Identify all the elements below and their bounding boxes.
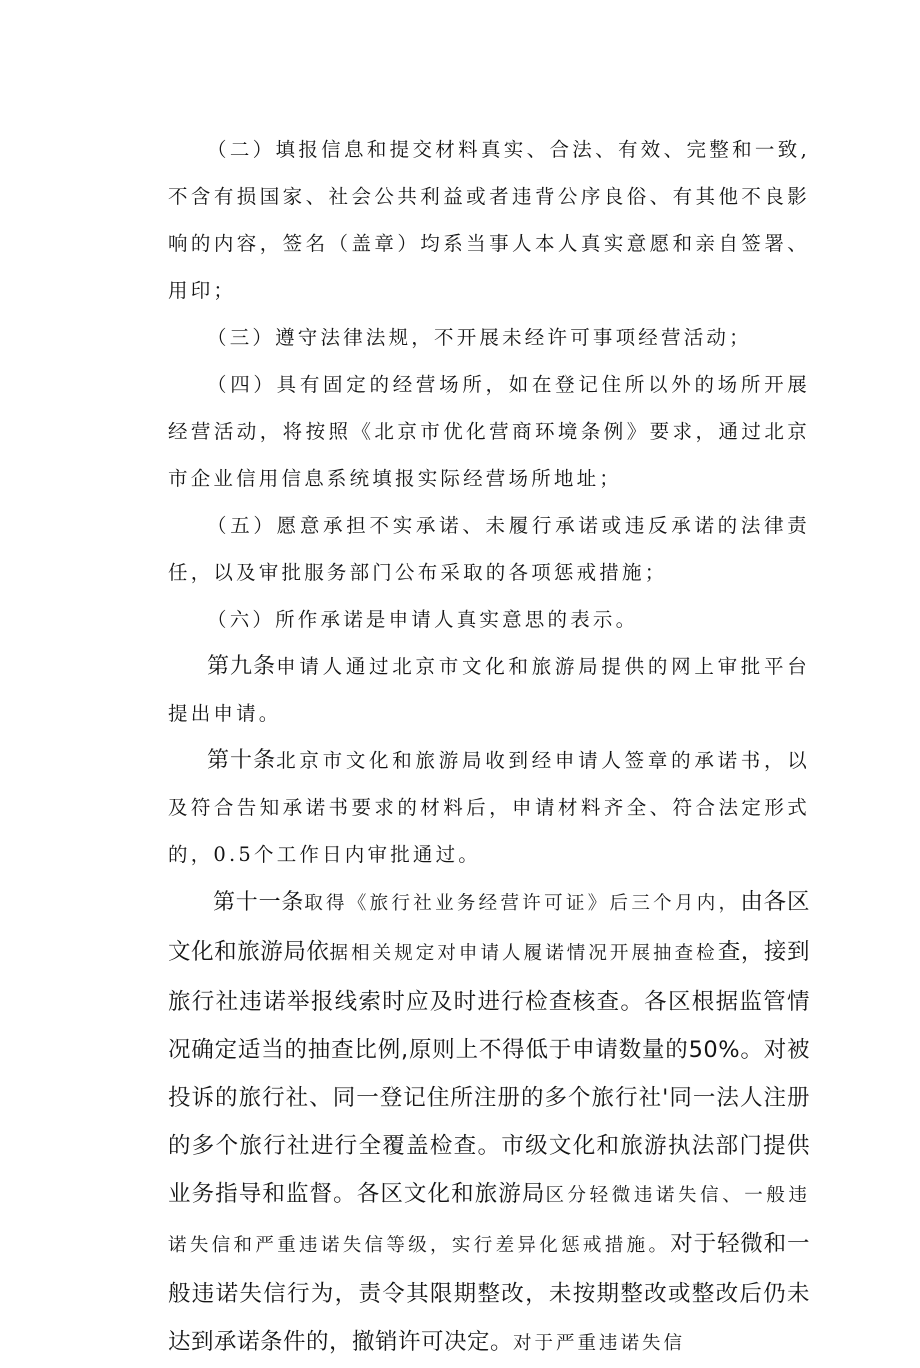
article-10-text: 北京市文化和旅游局收到经申请人签章的承诺书，以及符合告知承诺书要求的材料后，申请材料齐全、符合法定形式的，0.5个工作日内审批通过。 xyxy=(168,749,810,866)
article-10 xyxy=(168,737,810,878)
document-body xyxy=(168,126,810,1368)
article-10-heading: 第十条 xyxy=(207,748,277,773)
clause-4: （四）具有固定的经营场所，如在登记住所以外的场所开展经营活动，将按照《北京市优化营商环境条例》要求，通过北京市企业信用信息系统填报实际经营场所地址； xyxy=(168,373,810,490)
article-11-part1: 取得《旅行社业务经营许可证》后三个月内， xyxy=(304,893,741,914)
article-11-part6: 对于轻微和一般违诺失信行为，责令其限期整改，未按期整改或整改后仍未达到承诺条件的，撤销许可决定。 xyxy=(168,1231,810,1355)
article-11-part2: 由各区文化和旅游局依 xyxy=(168,889,810,965)
article-11-heading: 第十一条 xyxy=(213,890,305,915)
article-11-part4: 查，接到旅行社违诺举报线索时应及时进行检查核查。各区根据监管情况确定适当的抽查比例,原则上不得低于申请数量的50%。对被投诉的旅行社、同一登记住所注册的多个旅行社'同一法人注册的多个旅行社进行全覆盖检查。市级文化和旅游执法部门提供业务指导和监督。各区文化和旅游局 xyxy=(168,939,810,1207)
article-9 xyxy=(168,643,810,737)
article-9-heading: 第九条 xyxy=(207,654,277,679)
clause-3: （三）遵守法律法规，不开展未经许可事项经营活动； xyxy=(207,326,752,349)
clause-6: （六）所作承诺是申请人真实意思的表示。 xyxy=(207,608,639,631)
article-11-part5: 区分轻微违诺失信、一般违诺失信和严重违诺失信等级，实行差异化惩戒措施。 xyxy=(168,1185,810,1256)
article-11-part7: 对于严重违诺失信 xyxy=(513,1333,686,1354)
clause-5: （五）愿意承担不实承诺、未履行承诺或违反承诺的法律责任，以及审批服务部门公布采取的各项惩戒措施； xyxy=(168,514,810,584)
article-11 xyxy=(168,878,810,1368)
clause-2: （二）填报信息和提交材料真实、合法、有效、完整和一致,不含有损国家、社会公共利益或者违背公序良俗、有其他不良影响的内容，签名（盖章）均系当事人本人真实意愿和亲自签署、用印； xyxy=(168,138,810,302)
article-9-text: 申请人通过北京市文化和旅游局提供的网上审批平台提出申请。 xyxy=(168,655,810,725)
article-11-part3: 据相关规定对申请人履诺情况开展抽查检 xyxy=(329,943,718,964)
